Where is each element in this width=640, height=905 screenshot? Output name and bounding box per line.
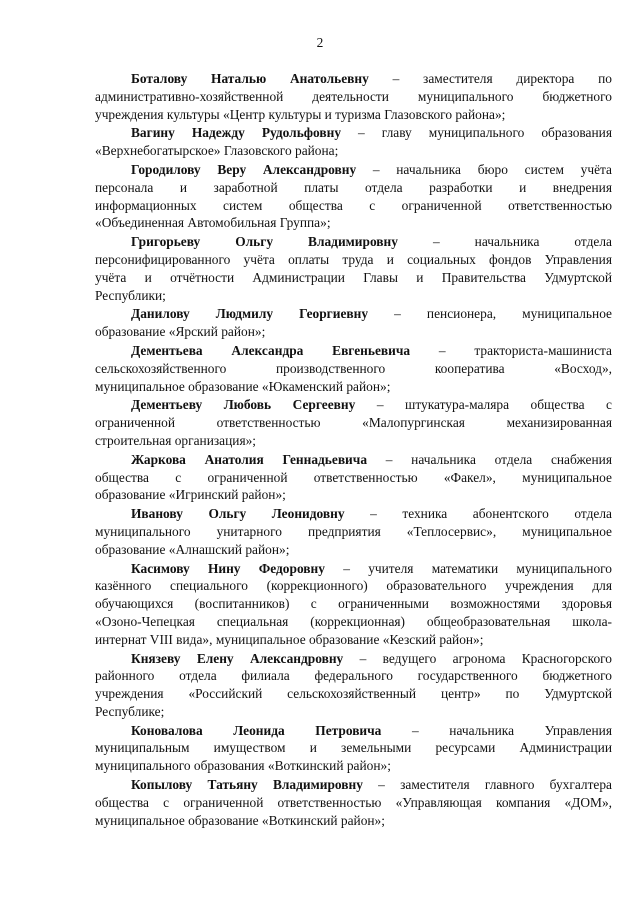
entry-line: «Объединенная Автомобильная Группа»; — [95, 215, 331, 231]
entry-line: муниципального унитарного предприятия «Теплосервис», муниципальное — [95, 523, 612, 539]
award-entry — [95, 505, 612, 558]
entry-text: – заместителя директора по — [368, 71, 612, 86]
entry-text: – главу муниципального образования — [341, 125, 612, 141]
award-entry — [95, 396, 612, 449]
person-name: Жаркова Анатолия Геннадьевича — [131, 451, 368, 467]
entry-line: районного отдела филиала федерального государственного бюджетного — [95, 668, 612, 684]
person-name: Дементьеву Любовь Сергеевну — [131, 397, 356, 413]
person-name: Боталову Наталью Анатольевну — [131, 71, 369, 86]
entry-text: – начальника Управления — [381, 722, 612, 738]
entry-first-line — [95, 451, 612, 469]
entry-line: образование «Игринский район»; — [95, 487, 286, 503]
person-name: Григорьеву Ольгу Владимировну — [131, 234, 398, 250]
entry-first-line — [95, 305, 612, 323]
entry-first-line — [95, 776, 612, 794]
entry-line: муниципального образования «Воткинский район»; — [95, 758, 391, 774]
person-name: Городилову Веру Александровну — [131, 161, 357, 177]
entry-line: персонифицированного учёта оплаты труда и социальных фондов Управления — [95, 251, 612, 267]
entry-line: обучающихся (воспитанников) с ограниченными возможностями здоровья — [95, 596, 612, 612]
document-body — [95, 70, 612, 830]
person-name: Князеву Елену Александровну — [131, 650, 344, 666]
award-entry — [95, 776, 612, 829]
entry-text: – техника абонентского отдела — [344, 506, 612, 522]
entry-first-line — [95, 342, 612, 360]
entry-line: «Озоно-Чепецкая специальная (коррекционная) общеобразовательная школа- — [95, 613, 612, 629]
person-name: Данилову Людмилу Георгиевну — [131, 306, 369, 322]
entry-line: образование «Ярский район»; — [95, 324, 266, 340]
person-name: Коновалова Леонида Петровича — [131, 722, 382, 738]
person-name: Дементьева Александра Евгеньевича — [131, 342, 411, 358]
award-entry — [95, 70, 612, 123]
entry-line: общества с ограниченной ответственностью «Факел», муниципальное — [95, 469, 612, 485]
entry-first-line — [95, 70, 612, 88]
award-entry — [95, 650, 612, 721]
entry-line: сельскохозяйственного производственного кооператива «Восход», — [95, 360, 612, 376]
award-entry — [95, 124, 612, 160]
entry-line: учреждения «Российский сельскохозяйственный центр» по Удмуртской — [95, 686, 612, 702]
entry-text: – начальника отдела — [397, 234, 612, 250]
entry-line: муниципальным имуществом и земельными ресурсами Администрации — [95, 740, 612, 756]
entry-first-line — [95, 396, 612, 414]
entry-first-line — [95, 124, 612, 142]
person-name: Касимову Нину Федоровну — [131, 560, 325, 576]
entry-line: общества с ограниченной ответственностью «Управляющая компания «ДОМ», — [95, 794, 612, 810]
person-name: Копылову Татьяну Владимировну — [131, 777, 363, 793]
award-entry — [95, 305, 612, 341]
entry-text: – штукатура-маляра общества с — [355, 397, 612, 413]
entry-line: административно-хозяйственной деятельности муниципального бюджетного — [95, 88, 612, 104]
entry-line: муниципальное образование «Юкаменский район»; — [95, 378, 391, 394]
entry-first-line — [95, 161, 612, 179]
entry-text: – учителя математики муниципального — [324, 560, 612, 576]
award-entry — [95, 342, 612, 395]
entry-text: – тракториста-машиниста — [410, 342, 612, 358]
entry-line: учёта и отчётности Администрации Главы и Правительства Удмуртской — [95, 269, 612, 285]
entry-line: строительная организация»; — [95, 432, 257, 448]
entry-line: Республики; — [95, 287, 166, 303]
entry-line: казённого специального (коррекционного) образовательного учреждения для — [95, 578, 612, 594]
page-number: 2 — [316, 35, 324, 50]
entry-line: образование «Алнашский район»; — [95, 541, 290, 557]
award-entry — [95, 560, 612, 649]
award-entry — [95, 233, 612, 304]
entry-text: – заместителя главного бухгалтера — [362, 777, 613, 793]
entry-text: – пенсионера, муниципальное — [368, 306, 613, 322]
person-name: Иванову Ольгу Леонидовну — [131, 506, 345, 522]
award-entry — [95, 722, 612, 775]
entry-first-line — [95, 560, 612, 578]
entry-line: учреждения культуры «Центр культуры и туризма Глазовского района»; — [95, 106, 506, 122]
entry-line: интернат VIII вида», муниципальное образование «Кезский район»; — [95, 631, 484, 647]
entry-line: «Верхнебогатырское» Глазовского района; — [95, 143, 339, 159]
entry-text: – начальника отдела снабжения — [367, 451, 612, 467]
award-entry — [95, 161, 612, 232]
entry-line: Республике; — [95, 703, 165, 719]
entry-first-line — [95, 650, 612, 668]
person-name: Вагину Надежду Рудольфовну — [131, 125, 342, 141]
entry-line: ограниченной ответственностью «Малопургинская механизированная — [95, 415, 612, 431]
entry-text: – начальника бюро систем учёта — [356, 161, 612, 177]
entry-line: персонала и заработной платы отдела разработки и внедрения — [95, 179, 612, 195]
entry-first-line — [95, 505, 612, 523]
award-entry — [95, 451, 612, 504]
entry-line: информационных систем общества с ограниченной ответственностью — [95, 197, 612, 213]
entry-text: – ведущего агронома Красногорского — [343, 650, 612, 666]
entry-first-line — [95, 233, 612, 251]
entry-line: муниципальное образование «Воткинский район»; — [95, 812, 385, 828]
entry-first-line — [95, 722, 612, 740]
